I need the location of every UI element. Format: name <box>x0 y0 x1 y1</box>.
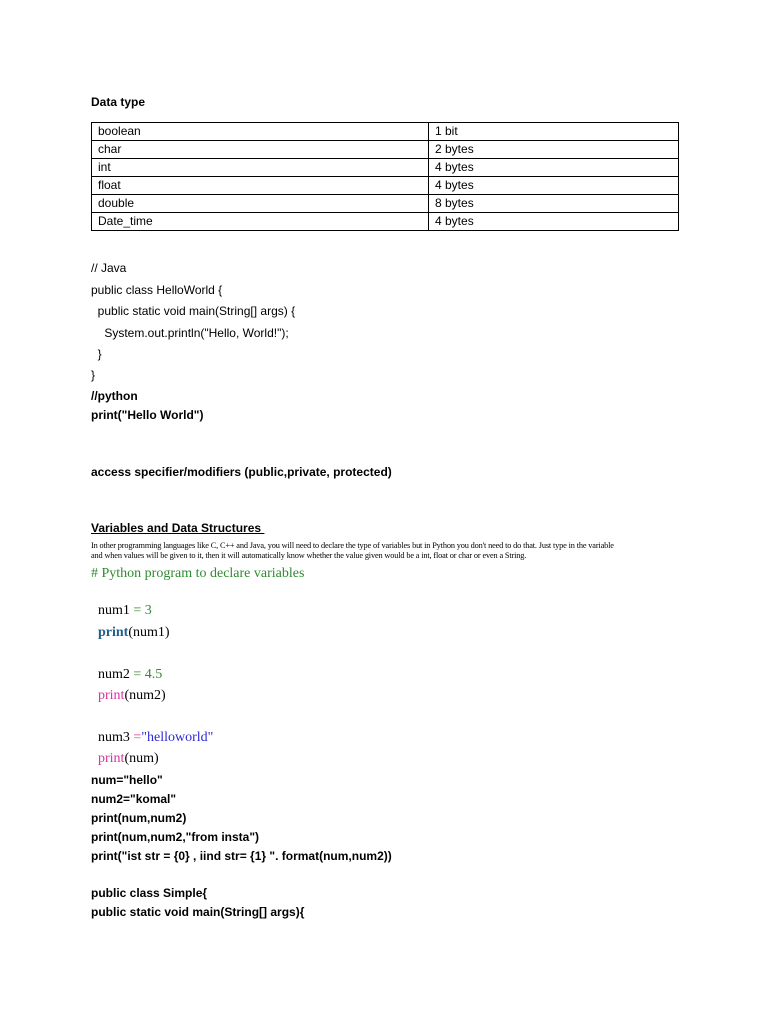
size-cell: 4 bytes <box>429 177 679 195</box>
table-row <box>92 213 679 231</box>
variables-description-line: and when values will be given to it, then it will automatically know whether the value given would be a int, float or char or even a String. <box>91 551 527 560</box>
code-line <box>91 609 170 641</box>
assignment-operator: = <box>133 730 142 745</box>
code-line: print(num,num2,"from insta") <box>91 830 260 844</box>
code-line <box>91 672 166 704</box>
variables-description-line: In other programming languages like C, C++ and Java, you will need to declare the type of variables but in Python you don't need to do that. Just type in the variable <box>91 541 614 550</box>
string-value: "helloworld" <box>141 730 214 745</box>
data-type-heading: Data type <box>91 95 146 109</box>
variables-heading: Variables and Data Structures <box>91 521 265 535</box>
code-line: print(num,num2) <box>91 811 187 825</box>
table-row <box>92 141 679 159</box>
code-line: num="hello" <box>91 773 163 787</box>
print-keyword: print <box>98 751 125 766</box>
size-cell: 1 bit <box>429 123 679 141</box>
table-row <box>92 159 679 177</box>
type-cell: double <box>92 195 429 213</box>
code-line <box>91 735 159 767</box>
type-cell: int <box>92 159 429 177</box>
code-line: } <box>91 368 96 382</box>
variable-name: num3 <box>98 730 134 745</box>
assignment-value: = 4.5 <box>129 667 163 682</box>
variable-name: num1 <box>98 603 130 618</box>
size-cell: 8 bytes <box>429 195 679 213</box>
print-args: (num1) <box>128 625 170 640</box>
code-line: num2="komal" <box>91 792 177 806</box>
code-line: System.out.println("Hello, World!"); <box>91 326 289 340</box>
data-type-table <box>91 122 679 231</box>
code-line: } <box>91 347 102 361</box>
type-cell: float <box>92 177 429 195</box>
type-cell: boolean <box>92 123 429 141</box>
table-row <box>92 177 679 195</box>
access-specifiers-line: access specifier/modifiers (public,private, protected) <box>91 465 392 479</box>
code-line: public static void main(String[] args) { <box>91 304 296 318</box>
code-line: public class Simple{ <box>91 886 208 900</box>
java-comment: // Java <box>91 261 127 275</box>
type-cell: char <box>92 141 429 159</box>
table-row <box>92 123 679 141</box>
table-row <box>92 195 679 213</box>
size-cell: 4 bytes <box>429 159 679 177</box>
print-args: (num) <box>124 751 159 766</box>
code-line: print("Hello World") <box>91 408 204 422</box>
variable-name: num2 <box>98 667 130 682</box>
python-comment: //python <box>91 389 138 403</box>
size-cell: 4 bytes <box>429 213 679 231</box>
assignment-value: = 3 <box>129 603 152 618</box>
print-keyword: print <box>98 625 129 640</box>
print-keyword: print <box>98 688 125 703</box>
code-line: print("ist str = {0} , iind str= {1} ". format(num,num2)) <box>91 849 392 863</box>
type-cell: Date_time <box>92 213 429 231</box>
python-comment: # Python program to declare variables <box>91 566 305 581</box>
print-args: (num2) <box>124 688 166 703</box>
code-line: public static void main(String[] args){ <box>91 905 305 919</box>
code-line: public class HelloWorld { <box>91 283 223 297</box>
size-cell: 2 bytes <box>429 141 679 159</box>
